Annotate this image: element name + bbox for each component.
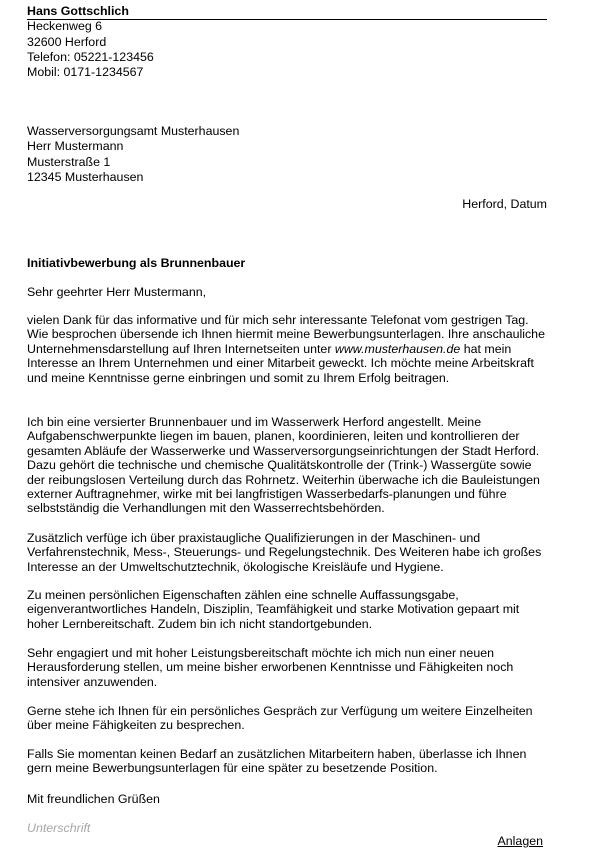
body-paragraph-5: Sehr engagiert und mit hoher Leistungsbereitschaft möchte ich mich nun einer neuen Herausforderung stellen, um meine bisher erworbenen Kenntnisse und Fähigkeiten noch intensiver anzuwenden. bbox=[27, 646, 514, 689]
sender-block bbox=[27, 4, 547, 80]
body-paragraph-2: Ich bin eine versierter Brunnenbauer und im Wasserwerk Herford angestellt. Meine Aufgabenschwerpunkte liegen im bauen, planen, koordinieren, leiten und kontrollieren der gesamten Abläufe der Wasserwerke und Wasserversorgungseinrichtungen der Stadt Herford. Dazu gehört die technische und chemische Qualitätskontrolle der (Trink-) Wassergüte sowie der reibungslosen Verteilung durch das Rohrnetz. Weiterhin überwache ich die Bauleistungen externer Auftragnehmer, wirke mit bei langfristigen Wasserbedarfs-planungen und führe selbstständig die Verhandlungen mit den Wasserrechtsbehörden. bbox=[27, 415, 540, 516]
website-link[interactable]: www.musterhausen.de bbox=[334, 341, 461, 356]
sender-name: Hans Gottschlich bbox=[27, 4, 129, 18]
recipient-block bbox=[27, 124, 239, 185]
body-paragraph-1 bbox=[27, 313, 552, 385]
sender-street: Heckenweg 6 bbox=[27, 19, 103, 34]
body-paragraph-3: Zusätzlich verfüge ich über praxistaugliche Qualifizierungen in der Maschinen- und Verfahrenstechnik, Mess-, Steuerungs- und Regelungstechnik. Des Weiteren habe ich großes Interesse an der Umweltschutztechnik, ökologische Kreisläufe und Hygiene. bbox=[27, 531, 542, 574]
recipient-city: 12345 Musterhausen bbox=[27, 169, 144, 184]
recipient-organization: Wasserversorgungsamt Musterhausen bbox=[27, 124, 240, 138]
p1-text-after-link: hat mein Interesse an Ihrem Unternehmen und einer Mitarbeit geweckt. Ich möchte meine Arbeitskraft und meine Kenntnisse gerne einbringen und somit zu Ihrem Erfolg beitragen. bbox=[27, 341, 534, 385]
body-paragraph-7: Falls Sie momentan keinen Bedarf an zusätzlichen Mitarbeitern haben, überlasse ich Ihnen gern meine Bewerbungsunterlagen für eine später zu besetzende Position. bbox=[27, 747, 527, 776]
body-paragraph-6: Gerne stehe ich Ihnen für ein persönliches Gespräch zur Verfügung um weitere Einzelheiten über meine Fähigkeiten zu besprechen. bbox=[27, 704, 533, 733]
recipient-contact: Herr Mustermann bbox=[27, 139, 124, 154]
p1-text-before-link: vielen Dank für das informative und für mich sehr interessante Telefonat vom gestrigen Tag. Wie besprochen übersende ich Ihnen hiermit meine Bewerbungsunterlagen. Ihre anschauliche Unternehmensdarstellung auf Ihren Internetseiten unter bbox=[27, 313, 545, 356]
recipient-street: Musterstraße 1 bbox=[27, 154, 111, 169]
salutation: Sehr geehrter Herr Mustermann, bbox=[27, 285, 207, 299]
place-date: Herford, Datum bbox=[462, 197, 547, 211]
sender-phone: Telefon: 05221-123456 bbox=[27, 49, 154, 64]
signature-placeholder: Unterschrift bbox=[27, 821, 91, 835]
subject-line: Initiativbewerbung als Brunnenbauer bbox=[27, 256, 246, 270]
attachments-link[interactable]: Anlagen bbox=[497, 834, 543, 848]
closing-phrase: Mit freundlichen Grüßen bbox=[27, 792, 160, 806]
sender-divider bbox=[27, 19, 547, 20]
sender-mobile: Mobil: 0171-1234567 bbox=[27, 65, 144, 80]
sender-city: 32600 Herford bbox=[27, 34, 107, 49]
body-paragraph-4: Zu meinen persönlichen Eigenschaften zählen eine schnelle Auffassungsgabe, eigenverantwortliches Handeln, Disziplin, Teamfähigkeit und starke Motivation gepaart mit hoher Lernbereitschaft. Zudem bin ich nicht standortgebunden. bbox=[27, 588, 520, 631]
